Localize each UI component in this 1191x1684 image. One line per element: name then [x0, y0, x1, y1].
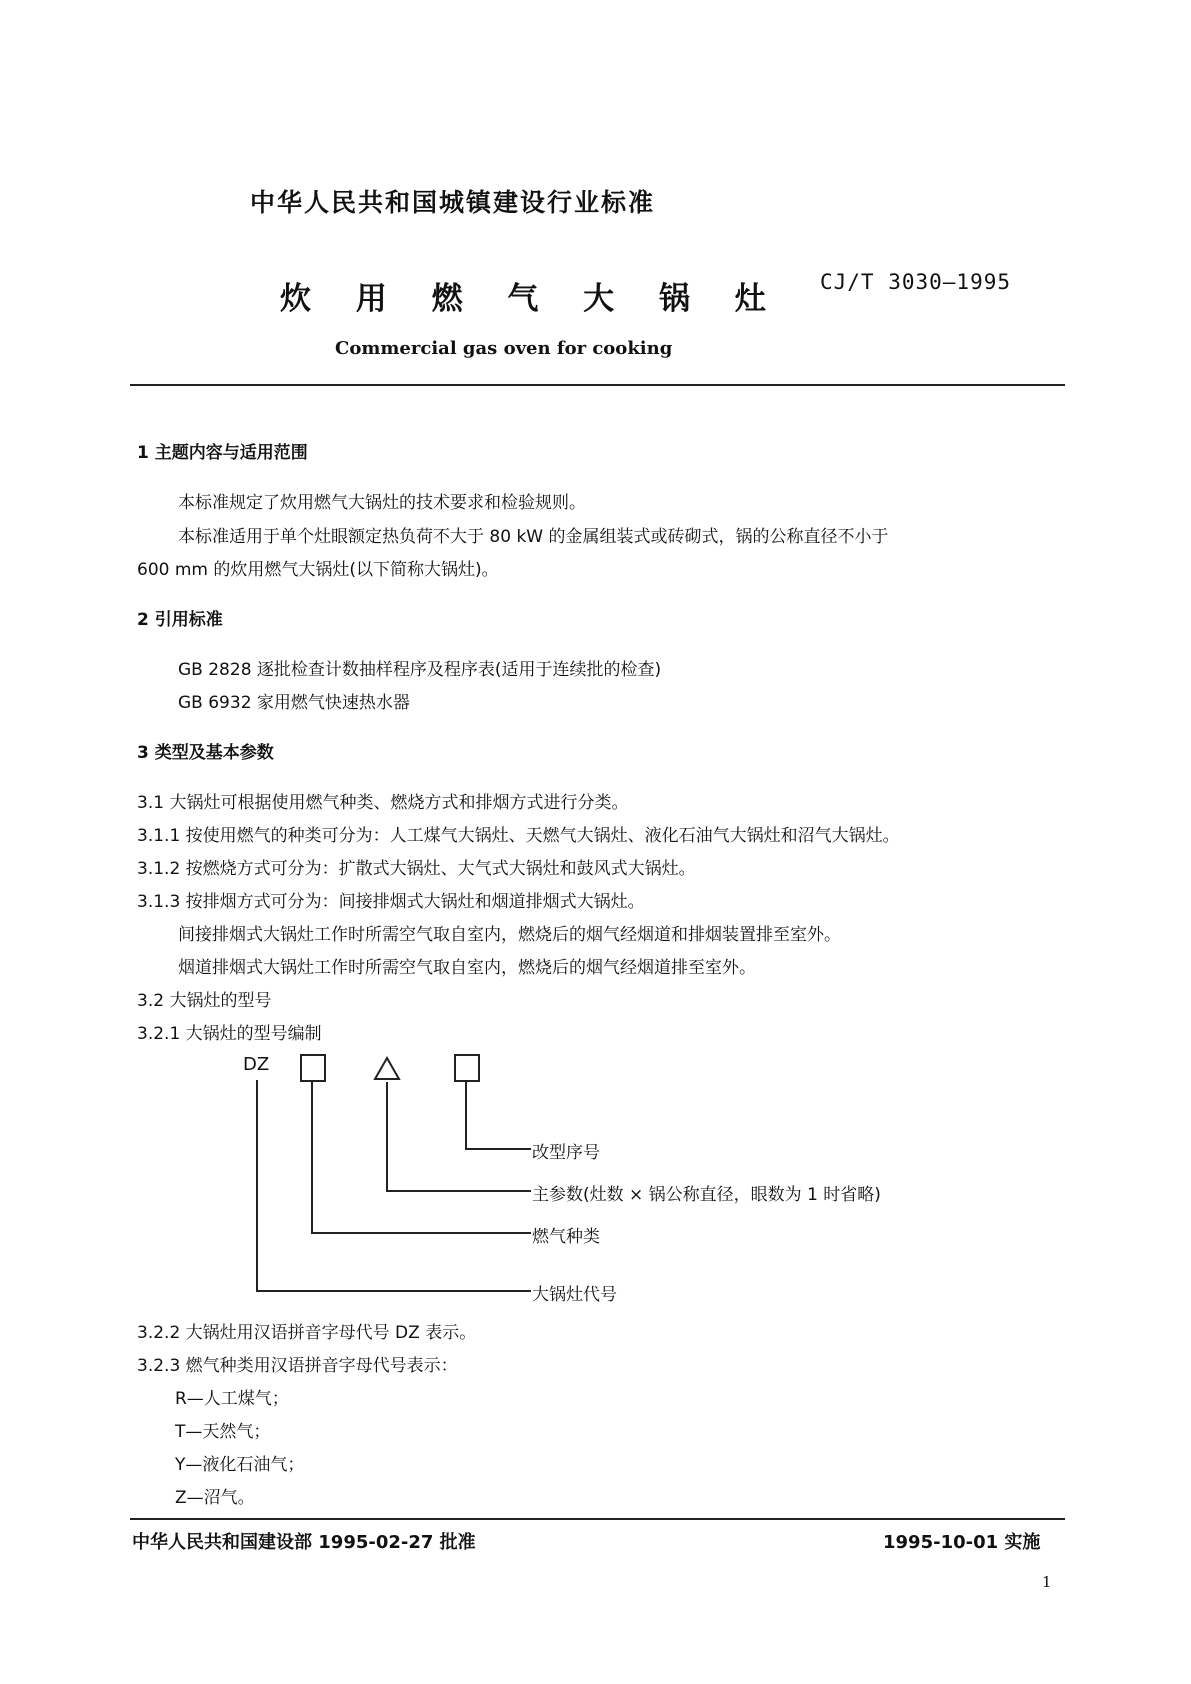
label-main-parameter: 主参数(灶数 × 锅公称直径，眼数为 1 时省略) — [532, 1185, 881, 1205]
label-gas-type: 燃气种类 — [532, 1227, 600, 1247]
standard-code: CJ/T 3030—1995 — [820, 270, 1012, 294]
document-title-english: Commercial gas oven for cooking — [335, 338, 673, 359]
gas-code-t: T—天然气； — [175, 1422, 271, 1442]
clause-3-2-3: 3.2.3 燃气种类用汉语拼音字母代号表示： — [137, 1356, 458, 1376]
document-title: 炊 用 燃 气 大 锅 灶 — [280, 281, 783, 317]
main-parameter-triangle — [374, 1057, 400, 1081]
section-2-heading: 2 引用标准 — [137, 610, 223, 630]
approval-line: 中华人民共和国建设部 1995-02-27 批准 — [132, 1532, 476, 1553]
section-3-heading: 3 类型及基本参数 — [137, 743, 274, 763]
section-1-heading: 1 主题内容与适用范围 — [137, 443, 308, 463]
page-number: 1 — [1042, 1573, 1052, 1591]
gas-type-box — [300, 1054, 326, 1082]
clause-3-2-2: 3.2.2 大锅灶用汉语拼音字母代号 DZ 表示。 — [137, 1323, 477, 1343]
gas-type-leader-horizontal — [311, 1232, 531, 1234]
clause-3-1: 3.1 大锅灶可根据使用燃气种类、燃烧方式和排烟方式进行分类。 — [137, 793, 629, 813]
section-1-paragraph-2: 本标准适用于单个灶眼额定热负荷不大于 80 kW 的金属组装式或砖砌式，锅的公称直径不小于 — [178, 527, 889, 547]
clause-3-2-1: 3.2.1 大锅灶的型号编制 — [137, 1024, 322, 1044]
revision-leader-vertical — [465, 1082, 467, 1150]
prefix-leader-horizontal — [256, 1290, 531, 1292]
effective-date: 1995-10-01 实施 — [883, 1532, 1041, 1553]
diagram-prefix: DZ — [243, 1054, 270, 1075]
prefix-leader-vertical — [256, 1080, 258, 1292]
gas-type-leader-vertical — [311, 1082, 313, 1234]
footer-divider — [130, 1518, 1065, 1520]
clause-3-1-2: 3.1.2 按燃烧方式可分为：扩散式大锅灶、大气式大锅灶和鼓风式大锅灶。 — [137, 859, 696, 879]
clause-3-1-3-indirect: 间接排烟式大锅灶工作时所需空气取自室内，燃烧后的烟气经烟道和排烟装置排至室外。 — [178, 925, 841, 945]
gas-code-y: Y—液化石油气； — [175, 1455, 305, 1475]
label-revision-number: 改型序号 — [532, 1143, 600, 1163]
clause-3-1-3: 3.1.3 按排烟方式可分为：间接排烟式大锅灶和烟道排烟式大锅灶。 — [137, 892, 645, 912]
parameter-leader-vertical — [386, 1082, 388, 1192]
reference-gb6932: GB 6932 家用燃气快速热水器 — [178, 693, 410, 713]
revision-box — [454, 1054, 480, 1082]
parameter-leader-horizontal — [386, 1190, 531, 1192]
clause-3-2: 3.2 大锅灶的型号 — [137, 991, 272, 1011]
revision-leader-horizontal — [465, 1148, 531, 1150]
gas-code-z: Z—沼气。 — [175, 1488, 255, 1508]
standard-organization: 中华人民共和国城镇建设行业标准 — [250, 188, 656, 217]
section-1-paragraph-2-cont: 600 mm 的炊用燃气大锅灶(以下简称大锅灶)。 — [137, 560, 499, 580]
section-1-paragraph-1: 本标准规定了炊用燃气大锅灶的技术要求和检验规则。 — [178, 493, 586, 513]
reference-gb2828: GB 2828 逐批检查计数抽样程序及程序表(适用于连续批的检查) — [178, 660, 662, 680]
header-divider — [130, 384, 1065, 386]
clause-3-1-1: 3.1.1 按使用燃气的种类可分为：人工煤气大锅灶、天燃气大锅灶、液化石油气大锅灶和沼气大锅灶。 — [137, 826, 900, 846]
label-stove-code: 大锅灶代号 — [532, 1285, 617, 1305]
clause-3-1-3-flue: 烟道排烟式大锅灶工作时所需空气取自室内，燃烧后的烟气经烟道排至室外。 — [178, 958, 756, 978]
gas-code-r: R—人工煤气； — [175, 1389, 289, 1409]
